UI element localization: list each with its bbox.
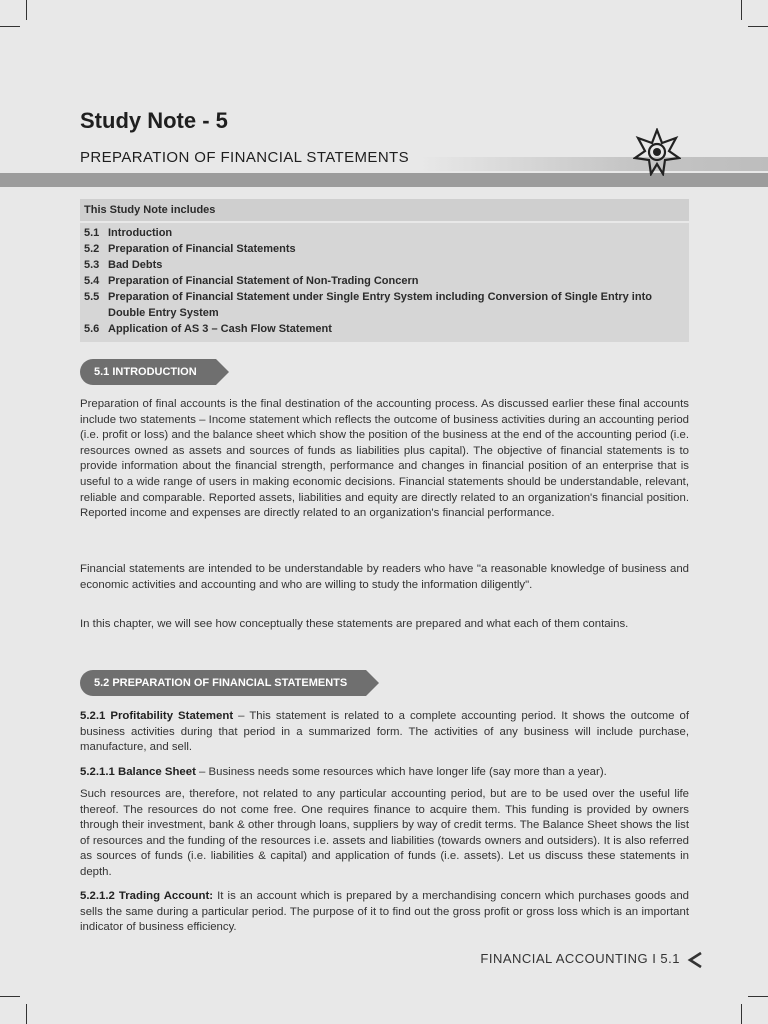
list-item: 5.1 Introduction xyxy=(84,227,173,239)
chapter-subtitle: PREPARATION OF FINANCIAL STATEMENTS xyxy=(80,149,410,166)
crop-mark-top-left xyxy=(26,0,27,20)
crop-mark-bottom-left-h xyxy=(0,996,20,997)
intro-paragraph-2: Financial statements are intended to be understandable by readers who have "a reasonable knowledge of business and economic activities and accounting and who are willing to study the information diligently". xyxy=(80,563,689,591)
list-item: 5.5 Preparation of Financial Statement under Single Entry System including Conversion of Single Entry into Double Entry System xyxy=(84,291,652,319)
crop-mark-top-right xyxy=(741,0,742,20)
list-item: 5.6 Application of AS 3 – Cash Flow Statement xyxy=(84,323,332,335)
list-item: 5.4 Preparation of Financial Statement of Non-Trading Concern xyxy=(84,275,419,287)
list-item: 5.2 Preparation of Financial Statements xyxy=(84,243,296,255)
star-icon xyxy=(633,128,681,176)
includes-list xyxy=(80,223,689,342)
crop-mark-bottom-left xyxy=(26,1004,27,1024)
profitability-paragraph: 5.2.1 Profitability Statement – This statement is related to a complete accounting period. It shows the outcome of business activities during that period in a summarized form. The activities of any business will include purchase, manufacture, and sell. xyxy=(80,710,690,754)
section-heading-preparation: 5.2 PREPARATION OF FINANCIAL STATEMENTS xyxy=(80,670,366,696)
crop-mark-bottom-right xyxy=(741,1004,742,1024)
crop-mark-top-left-h xyxy=(0,26,20,27)
crop-mark-top-right-h xyxy=(748,26,768,27)
balance-sheet-paragraph: 5.2.1.1 Balance Sheet – Business needs some resources which have longer life (say more than a year). xyxy=(80,766,607,778)
chevron-left-icon xyxy=(685,950,705,970)
page-title: Study Note - 5 xyxy=(80,108,228,133)
section-heading-introduction: 5.1 INTRODUCTION xyxy=(80,359,216,385)
crop-mark-bottom-right-h xyxy=(748,996,768,997)
page-footer: FINANCIAL ACCOUNTING I 5.1 xyxy=(480,951,680,966)
header-band-light xyxy=(420,157,768,171)
intro-paragraph-3: In this chapter, we will see how conceptually these statements are prepared and what each of them contains. xyxy=(80,618,629,630)
resources-paragraph: Such resources are, therefore, not related to any particular accounting period, but are to be used over the useful life thereof. The resources do not come free. One requires finance to acquire them. This funding is provided by owners through their investment, bank & other through loans, suppliers by way of credit terms. The Balance Sheet shows the list of resources and the funding of the resources i.e. assets and liabilities (towards owners and outsiders). It is also referred as sources of funds (i.e. liabilities & capital) and application of funds (i.e. assets). Let us discuss these statements in depth. xyxy=(80,788,689,878)
list-item: 5.3 Bad Debts xyxy=(84,259,163,271)
trading-account-paragraph: 5.2.1.2 Trading Account: It is an account which is prepared by a merchandising concern which purchases goods and sells the same during a particular period. The purpose of it to find out the gross profit or gross loss which is an important indicator of business efficiency. xyxy=(80,890,689,934)
includes-heading: This Study Note includes xyxy=(80,199,689,221)
intro-paragraph-1: Preparation of final accounts is the final destination of the accounting process. As discussed earlier these final accounts include two statements – Income statement which reflects the outcome of business activities during an accounting period (i.e. profit or loss) and the balance sheet which show the position of the business at the end of the accounting period (i.e. resources owned as assets and sources of funds as liabilities plus capital). The objective of financial statements is to provide information about the financial strength, performance and changes in financial position of an enterprise that is useful to a wide range of users in making economic decisions. Financial statements should be understandable, relevant, reliable and comparable. Reported assets, liabilities and equity are directly related to an organization's financial position. Reported income and expenses are directly related to an organization's financial performance. xyxy=(80,398,689,520)
